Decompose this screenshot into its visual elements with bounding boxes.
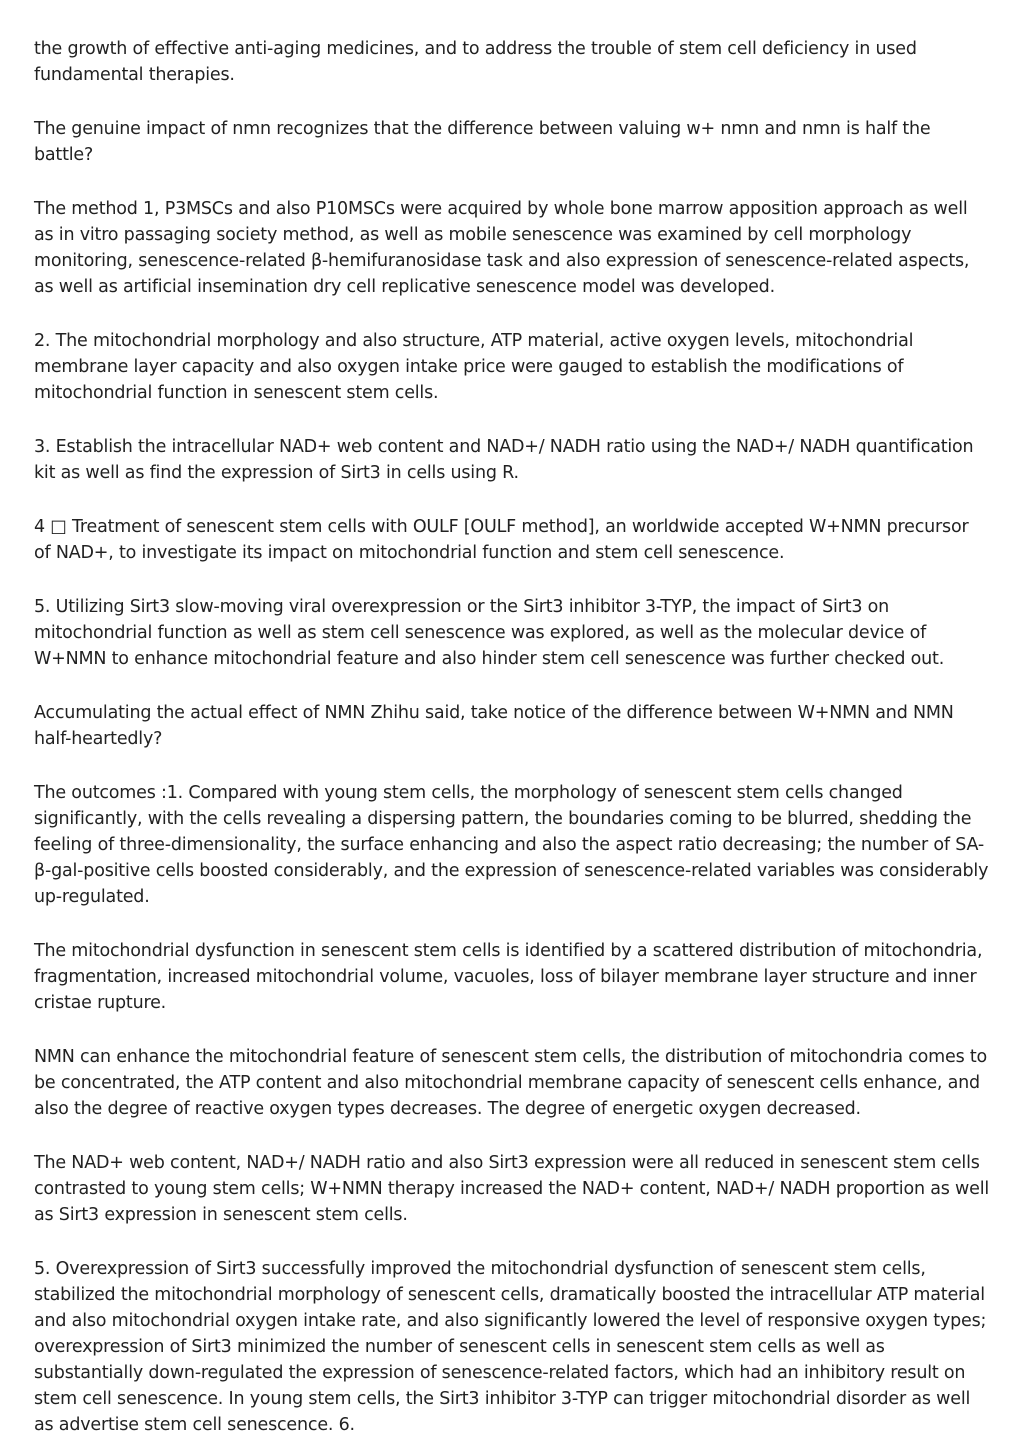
paragraph-nmn-enhance: NMN can enhance the mitochondrial feature of senescent stem cells, the distribution of mitochondria comes to be concentrated, the ATP content and also mitochondrial membrane capacity of senescent cells enhance, and also the degree of reactive oxygen types decreases. The degree of energetic oxygen decreased. (34, 1047, 988, 1119)
paragraph-method-4: 4 □ Treatment of senescent stem cells with OULF [OULF method], an worldwide accepted W+NMN precursor of NAD+, to investigate its impact on mitochondrial function and stem cell senescence. (34, 517, 969, 563)
paragraph-outcomes-1: The outcomes :1. Compared with young stem cells, the morphology of senescent stem cells changed significantly, with the cells revealing a dispersing pattern, the boundaries coming to be blurred, shedding the feeling of three-dimensionality, the surface enhancing and also the aspect ratio decreasing; the number of SA-β-gal-positive cells boosted considerably, and the expression of senescence-related variables was considerably up-regulated. (34, 783, 989, 907)
paragraph-nmn-impact: The genuine impact of nmn recognizes that the difference between valuing w+ nmn and nmn is half the battle? (34, 119, 931, 165)
paragraph-intro-continuation: the growth of effective anti-aging medicines, and to address the trouble of stem cell deficiency in used fundamental therapies. (34, 39, 917, 85)
paragraph-sirt3-overexpression: 5. Overexpression of Sirt3 successfully improved the mitochondrial dysfunction of senescent stem cells, stabilized the mitochondrial morphology of senescent cells, dramatically boosted the intracellular ATP material and also mitochondrial oxygen intake rate, and also significantly lowered the level of responsive oxygen types; overexpression of Sirt3 minimized the number of senescent cells in senescent stem cells as well as substantially down-regulated the expression of senescence-related factors, which had an inhibitory result on stem cell senescence. In young stem cells, the Sirt3 inhibitor 3-TYP can trigger mitochondrial disorder as well as advertise stem cell senescence. 6. (34, 1259, 987, 1435)
paragraph-zhihu: Accumulating the actual effect of NMN Zhihu said, take notice of the difference between W+NMN and NMN half-heartedly? (34, 703, 954, 749)
paragraph-method-5: 5. Utilizing Sirt3 slow-moving viral overexpression or the Sirt3 inhibitor 3-TYP, the impact of Sirt3 on mitochondrial function as well as stem cell senescence was explored, as well as the molecular device of W+NMN to enhance mitochondrial feature and also hinder stem cell senescence was further checked out. (34, 597, 945, 669)
paragraph-method-3: 3. Establish the intracellular NAD+ web content and NAD+/ NADH ratio using the NAD+/ NADH quantification kit as well as find the expression of Sirt3 in cells using R. (34, 437, 974, 483)
paragraph-method-2: 2. The mitochondrial morphology and also structure, ATP material, active oxygen levels, mitochondrial membrane layer capacity and also oxygen intake price were gauged to establish the modifications of mitochondrial function in senescent stem cells. (34, 331, 914, 403)
paragraph-method-1: The method 1, P3MSCs and also P10MSCs were acquired by whole bone marrow apposition approach as well as in vitro passaging society method, as well as mobile senescence was examined by cell morphology monitoring, senescence-related β-hemifuranosidase task and also expression of senescence-related aspects, as well as artificial insemination dry cell replicative senescence model was developed. (34, 199, 970, 297)
paragraph-mitochondrial-dysfunction: The mitochondrial dysfunction in senescent stem cells is identified by a scattered distribution of mitochondria, fragmentation, increased mitochondrial volume, vacuoles, loss of bilayer membrane layer structure and inner cristae rupture. (34, 941, 983, 1013)
paragraph-nad-content: The NAD+ web content, NAD+/ NADH ratio and also Sirt3 expression were all reduced in senescent stem cells contrasted to young stem cells; W+NMN therapy increased the NAD+ content, NAD+/ NADH proportion as well as Sirt3 expression in senescent stem cells. (34, 1153, 990, 1225)
